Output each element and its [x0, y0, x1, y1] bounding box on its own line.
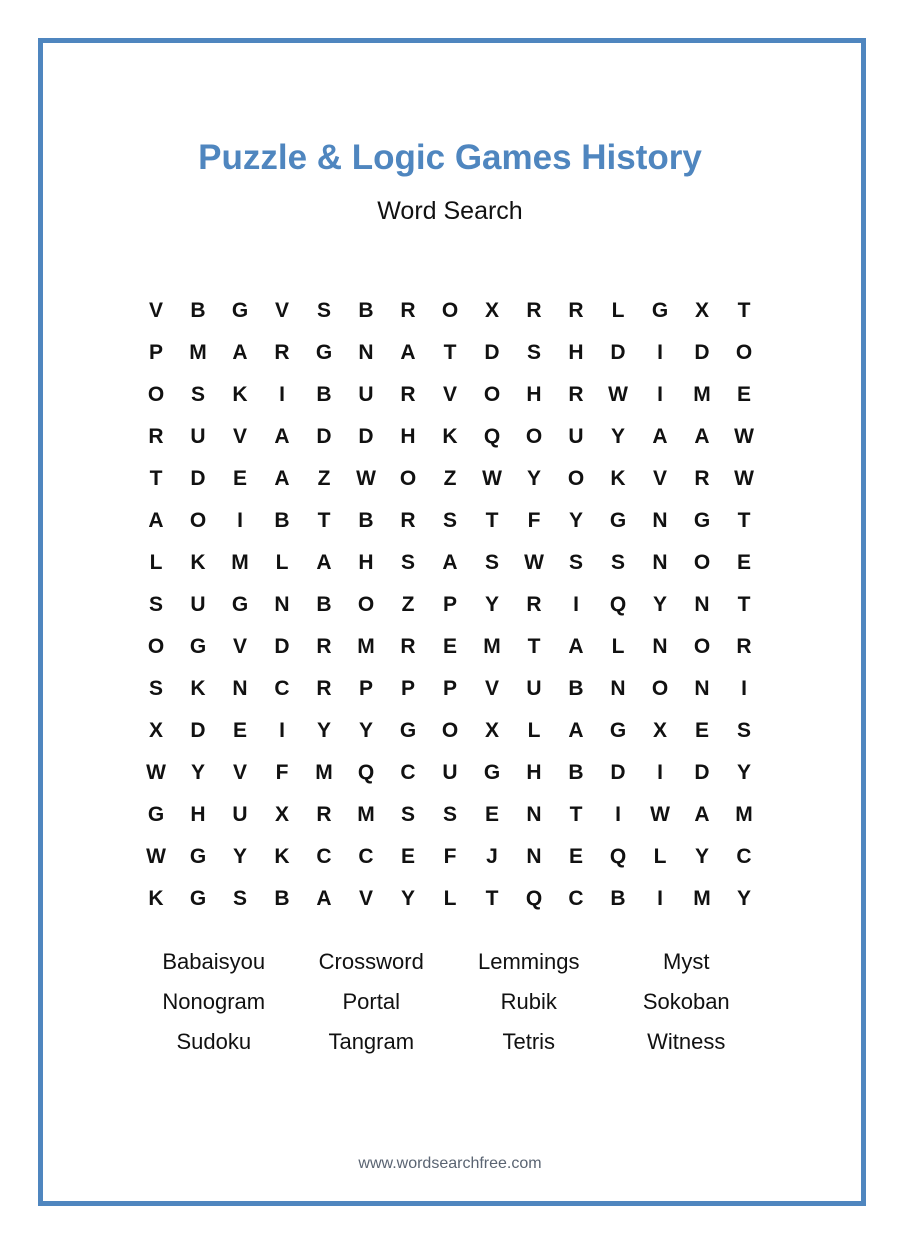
grid-cell[interactable]: X	[148, 719, 163, 742]
grid-cell[interactable]: T	[149, 467, 163, 490]
grid-cell[interactable]: O	[567, 467, 585, 490]
grid-cell[interactable]: S	[232, 887, 247, 910]
grid-cell[interactable]: H	[526, 383, 542, 406]
grid-cell[interactable]: O	[693, 551, 711, 574]
grid-cell[interactable]: R	[400, 635, 416, 658]
grid-cell[interactable]: P	[442, 677, 457, 700]
grid-cell[interactable]: B	[274, 509, 290, 532]
grid-cell[interactable]: A	[316, 887, 332, 910]
grid-cell[interactable]: Z	[317, 467, 331, 490]
grid-cell[interactable]: O	[525, 425, 543, 448]
grid-cell[interactable]: X	[694, 299, 709, 322]
grid-cell[interactable]: H	[526, 761, 542, 784]
grid-cell[interactable]: M	[693, 887, 711, 910]
grid-cell[interactable]: H	[190, 803, 206, 826]
grid-cell[interactable]: N	[274, 593, 290, 616]
grid-cell[interactable]: B	[568, 761, 584, 784]
grid-cell[interactable]: Y	[484, 593, 499, 616]
grid-cell[interactable]: M	[189, 341, 207, 364]
grid-cell[interactable]: N	[652, 509, 668, 532]
word-list-item: Tangram	[328, 1029, 415, 1054]
grid-cell[interactable]: S	[526, 341, 541, 364]
grid-cell[interactable]: B	[190, 299, 206, 322]
grid-cell[interactable]: W	[734, 467, 754, 490]
grid-cell[interactable]: F	[527, 509, 541, 532]
grid-cell[interactable]: A	[316, 551, 332, 574]
grid-cell[interactable]: S	[442, 509, 457, 532]
grid-cell[interactable]: D	[190, 719, 206, 742]
grid-cell[interactable]: D	[274, 635, 290, 658]
grid-cell[interactable]: D	[610, 761, 626, 784]
grid-cell[interactable]: I	[657, 887, 663, 910]
grid-cell[interactable]: V	[442, 383, 457, 406]
grid-cell[interactable]: R	[316, 803, 332, 826]
word-list-item: Tetris	[502, 1029, 556, 1054]
grid-cell[interactable]: G	[189, 845, 207, 868]
word-list-item: Lemmings	[478, 949, 580, 974]
grid-cell[interactable]: V	[274, 299, 289, 322]
grid-cell[interactable]: S	[316, 299, 331, 322]
grid-cell[interactable]: D	[484, 341, 500, 364]
grid-cell[interactable]: G	[609, 719, 627, 742]
grid-cell[interactable]: G	[609, 509, 627, 532]
grid-cell[interactable]: B	[316, 593, 332, 616]
grid-cell[interactable]: N	[652, 551, 668, 574]
grid-cell[interactable]: B	[316, 383, 332, 406]
grid-cell[interactable]: C	[568, 887, 584, 910]
grid-cell[interactable]: Q	[525, 887, 543, 910]
grid-cell[interactable]: I	[657, 761, 663, 784]
grid-cell[interactable]: N	[652, 635, 668, 658]
grid-cell[interactable]: A	[274, 425, 290, 448]
grid-cell[interactable]: T	[527, 635, 541, 658]
grid-cell[interactable]: R	[400, 509, 416, 532]
grid-cell[interactable]: S	[400, 551, 415, 574]
grid-cell[interactable]: S	[400, 803, 415, 826]
word-list-item: Witness	[647, 1029, 726, 1054]
word-list-item: Portal	[342, 989, 400, 1014]
grid-cell[interactable]: N	[610, 677, 626, 700]
grid-cell[interactable]: U	[190, 425, 206, 448]
grid-cell[interactable]: O	[147, 383, 165, 406]
grid-cell[interactable]: K	[442, 425, 458, 448]
grid-cell[interactable]: S	[736, 719, 751, 742]
grid-cell[interactable]: W	[356, 467, 376, 490]
word-list	[135, 942, 765, 1062]
grid-cell[interactable]: L	[611, 635, 625, 658]
grid-cell[interactable]: G	[147, 803, 165, 826]
grid-cell[interactable]: I	[657, 383, 663, 406]
grid-cell[interactable]: O	[693, 635, 711, 658]
grid-cell[interactable]: S	[610, 551, 625, 574]
grid-cell[interactable]: R	[526, 299, 542, 322]
grid-cell[interactable]: T	[317, 509, 331, 532]
grid-cell[interactable]: R	[736, 635, 752, 658]
grid-cell[interactable]: Q	[483, 425, 501, 448]
grid-cell[interactable]: U	[190, 593, 206, 616]
grid-cell[interactable]: V	[484, 677, 499, 700]
grid-cell[interactable]: G	[231, 299, 249, 322]
grid-cell[interactable]: M	[357, 803, 375, 826]
grid-cell[interactable]: M	[231, 551, 249, 574]
grid-cell[interactable]: H	[358, 551, 374, 574]
grid-cell[interactable]: O	[735, 341, 753, 364]
grid-cell[interactable]: L	[611, 299, 625, 322]
word-list-item: Rubik	[500, 989, 557, 1014]
grid-cell[interactable]: A	[568, 719, 584, 742]
puzzle-title: Puzzle & Logic Games History	[198, 138, 702, 177]
grid-cell[interactable]: Y	[736, 887, 751, 910]
grid-cell[interactable]: V	[232, 425, 247, 448]
grid-cell[interactable]: R	[526, 593, 542, 616]
grid-cell[interactable]: W	[524, 551, 544, 574]
grid-cell[interactable]: I	[741, 677, 747, 700]
grid-cell[interactable]: Q	[609, 593, 627, 616]
word-list-item: Babaisyou	[162, 949, 266, 974]
grid-cell[interactable]: D	[610, 341, 626, 364]
grid-cell[interactable]: L	[653, 845, 667, 868]
grid-cell[interactable]: T	[485, 509, 499, 532]
grid-cell[interactable]: X	[484, 719, 499, 742]
grid-cell[interactable]: D	[694, 761, 710, 784]
grid-cell[interactable]: K	[148, 887, 164, 910]
grid-cell[interactable]: A	[694, 803, 710, 826]
grid-cell[interactable]: B	[358, 509, 374, 532]
grid-cell[interactable]: A	[694, 425, 710, 448]
grid-cell[interactable]: O	[357, 593, 375, 616]
grid-cell[interactable]: N	[232, 677, 248, 700]
grid-cell[interactable]: K	[232, 383, 248, 406]
grid-cell[interactable]: R	[400, 299, 416, 322]
grid-cell[interactable]: Q	[609, 845, 627, 868]
grid-cell[interactable]: M	[483, 635, 501, 658]
grid-cell[interactable]: E	[400, 845, 415, 868]
grid-cell[interactable]: O	[399, 467, 417, 490]
grid-cell[interactable]: Y	[610, 425, 625, 448]
grid-cell[interactable]: R	[568, 299, 584, 322]
grid-cell[interactable]: A	[232, 341, 248, 364]
grid-cell[interactable]: W	[146, 845, 166, 868]
grid-cell[interactable]: R	[568, 383, 584, 406]
grid-cell[interactable]: U	[358, 383, 374, 406]
grid-cell[interactable]: Y	[400, 887, 415, 910]
grid-cell[interactable]: R	[400, 383, 416, 406]
grid-cell[interactable]: Y	[694, 845, 709, 868]
grid-cell[interactable]: P	[400, 677, 415, 700]
grid-cell[interactable]: B	[358, 299, 374, 322]
word-list-item: Nonogram	[162, 989, 266, 1014]
grid-cell[interactable]: L	[275, 551, 289, 574]
grid-cell[interactable]: M	[693, 383, 711, 406]
grid-cell[interactable]: R	[316, 677, 332, 700]
grid-cell[interactable]: T	[485, 887, 499, 910]
grid-cell[interactable]: L	[443, 887, 457, 910]
grid-cell[interactable]: O	[441, 719, 459, 742]
grid-cell[interactable]: G	[315, 341, 333, 364]
grid-cell[interactable]: S	[148, 677, 163, 700]
grid-cell[interactable]: E	[232, 719, 247, 742]
grid-cell[interactable]: Y	[190, 761, 205, 784]
grid-cell[interactable]: O	[483, 383, 501, 406]
grid-cell[interactable]: Y	[358, 719, 373, 742]
grid-cell[interactable]: W	[482, 467, 502, 490]
grid-cell[interactable]: A	[148, 509, 164, 532]
grid-cell[interactable]: W	[734, 425, 754, 448]
grid-cell[interactable]: L	[527, 719, 541, 742]
puzzle-subtitle: Word Search	[377, 197, 523, 225]
grid-cell[interactable]: T	[737, 509, 751, 532]
grid-cell[interactable]: W	[650, 803, 670, 826]
footer-url: www.wordsearchfree.com	[358, 1155, 542, 1172]
grid-cell[interactable]: I	[657, 341, 663, 364]
grid-cell[interactable]: G	[483, 761, 501, 784]
grid-cell[interactable]: X	[274, 803, 289, 826]
grid-cell[interactable]: I	[279, 719, 285, 742]
grid-cell[interactable]: Y	[568, 509, 583, 532]
grid-cell[interactable]: A	[274, 467, 290, 490]
grid-cell[interactable]: G	[399, 719, 417, 742]
grid-cell[interactable]: T	[737, 593, 751, 616]
grid-cell[interactable]: U	[442, 761, 458, 784]
grid-cell[interactable]: C	[400, 761, 416, 784]
grid-cell[interactable]: E	[232, 467, 247, 490]
grid-cell[interactable]: C	[274, 677, 290, 700]
grid-cell[interactable]: C	[736, 845, 752, 868]
grid-cell[interactable]: Y	[232, 845, 247, 868]
grid-cell[interactable]: E	[736, 551, 751, 574]
grid-cell[interactable]: E	[484, 803, 499, 826]
word-list-item: Sokoban	[642, 989, 730, 1014]
grid-cell[interactable]: P	[358, 677, 373, 700]
grid-cell[interactable]: I	[279, 383, 285, 406]
grid-cell[interactable]: G	[231, 593, 249, 616]
grid-cell[interactable]: I	[573, 593, 579, 616]
grid-cell[interactable]: V	[652, 467, 667, 490]
grid-cell[interactable]: G	[651, 299, 669, 322]
grid-cell[interactable]: Y	[526, 467, 541, 490]
grid-cell[interactable]: V	[358, 887, 373, 910]
grid-cell[interactable]: L	[149, 551, 163, 574]
grid-cell[interactable]: W	[608, 383, 628, 406]
grid-cell[interactable]: Z	[401, 593, 415, 616]
grid-cell[interactable]: D	[694, 341, 710, 364]
grid-cell[interactable]: O	[651, 677, 669, 700]
grid-cell[interactable]: R	[316, 635, 332, 658]
grid-cell[interactable]: D	[316, 425, 332, 448]
grid-cell[interactable]: W	[146, 761, 166, 784]
grid-cell[interactable]: D	[190, 467, 206, 490]
grid-cell[interactable]: B	[610, 887, 626, 910]
grid-cell[interactable]: P	[148, 341, 163, 364]
grid-cell[interactable]: B	[568, 677, 584, 700]
grid-cell[interactable]: M	[735, 803, 753, 826]
grid-cell[interactable]: H	[400, 425, 416, 448]
grid-cell[interactable]: N	[358, 341, 374, 364]
grid-cell[interactable]: X	[484, 299, 499, 322]
grid-cell[interactable]: S	[190, 383, 205, 406]
grid-cell[interactable]: E	[694, 719, 709, 742]
grid-cell[interactable]: F	[275, 761, 289, 784]
grid-cell[interactable]: E	[568, 845, 583, 868]
grid-cell[interactable]: A	[400, 341, 416, 364]
grid-cell[interactable]: V	[148, 299, 163, 322]
grid-cell[interactable]: G	[189, 887, 207, 910]
grid-cell[interactable]: C	[316, 845, 332, 868]
grid-cell[interactable]: G	[693, 509, 711, 532]
grid-cell[interactable]: O	[441, 299, 459, 322]
word-list-item: Crossword	[318, 949, 424, 974]
grid-cell[interactable]: N	[694, 677, 710, 700]
word-list-item: Myst	[663, 949, 710, 974]
grid-cell[interactable]: R	[694, 467, 710, 490]
grid-cell[interactable]: I	[615, 803, 621, 826]
grid-cell[interactable]: A	[652, 425, 668, 448]
grid-cell[interactable]: N	[526, 845, 542, 868]
grid-cell[interactable]: V	[232, 761, 247, 784]
grid-cell[interactable]: Y	[316, 719, 331, 742]
grid-cell[interactable]: I	[237, 509, 243, 532]
grid-cell[interactable]: S	[442, 803, 457, 826]
grid-cell[interactable]: F	[443, 845, 457, 868]
grid-cell[interactable]: U	[232, 803, 248, 826]
grid-cell[interactable]: B	[274, 887, 290, 910]
grid-cell[interactable]: S	[568, 551, 583, 574]
grid-cell[interactable]: E	[736, 383, 751, 406]
grid-cell[interactable]: N	[694, 593, 710, 616]
grid-cell[interactable]: Q	[357, 761, 375, 784]
grid-cell[interactable]: K	[190, 551, 206, 574]
grid-cell[interactable]: A	[568, 635, 584, 658]
grid-cell[interactable]: U	[568, 425, 584, 448]
grid-cell[interactable]: R	[274, 341, 290, 364]
grid-cell[interactable]: D	[358, 425, 374, 448]
grid-cell[interactable]: A	[442, 551, 458, 574]
grid-cell[interactable]: M	[357, 635, 375, 658]
grid-cell[interactable]: P	[442, 593, 457, 616]
grid-cell[interactable]: E	[442, 635, 457, 658]
grid-cell[interactable]: G	[189, 635, 207, 658]
grid-cell[interactable]: K	[190, 677, 206, 700]
letter-grid	[135, 290, 765, 920]
grid-cell[interactable]: N	[526, 803, 542, 826]
grid-cell[interactable]: T	[443, 341, 457, 364]
grid-cell[interactable]: R	[148, 425, 164, 448]
grid-cell[interactable]: V	[232, 635, 247, 658]
grid-cell[interactable]: J	[486, 845, 498, 868]
grid-cell[interactable]: O	[147, 635, 165, 658]
grid-cell[interactable]: H	[568, 341, 584, 364]
grid-cell[interactable]: S	[484, 551, 499, 574]
grid-cell[interactable]: Z	[443, 467, 457, 490]
grid-cell[interactable]: T	[737, 299, 751, 322]
grid-cell[interactable]: K	[610, 467, 626, 490]
grid-cell[interactable]: X	[652, 719, 667, 742]
grid-cell[interactable]: Y	[736, 761, 751, 784]
grid-cell[interactable]: S	[148, 593, 163, 616]
grid-cell[interactable]: M	[315, 761, 333, 784]
grid-cell[interactable]: O	[189, 509, 207, 532]
grid-cell[interactable]: Y	[652, 593, 667, 616]
grid-cell[interactable]: U	[526, 677, 542, 700]
grid-cell[interactable]: K	[274, 845, 290, 868]
word-list-item: Sudoku	[176, 1029, 252, 1054]
grid-cell[interactable]: T	[569, 803, 583, 826]
grid-cell[interactable]: C	[358, 845, 374, 868]
